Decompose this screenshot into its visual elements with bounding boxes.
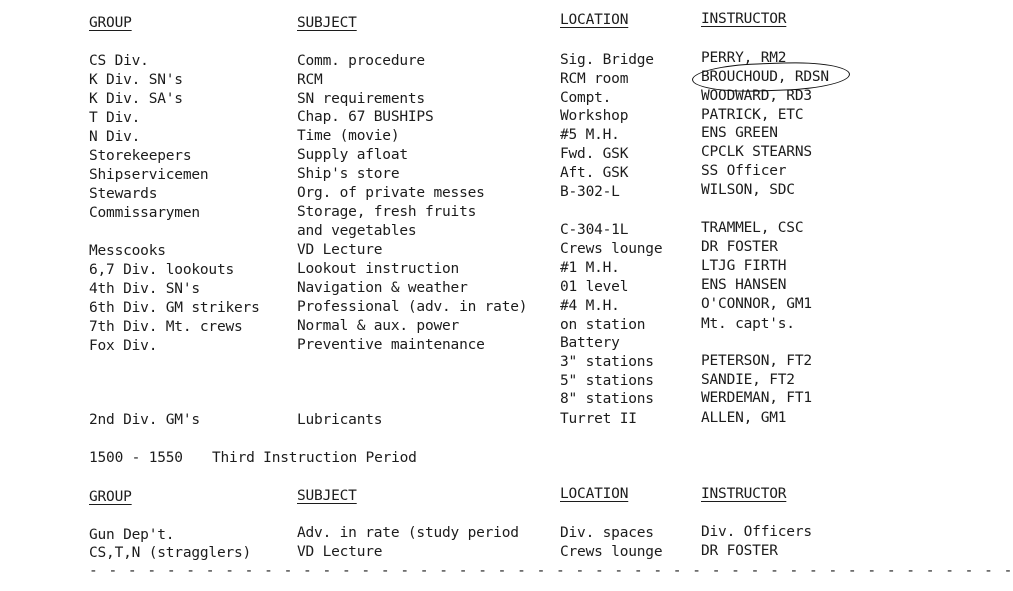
subject-cell: VD Lecture xyxy=(297,544,383,560)
group-cell: 6th Div. GM strikers xyxy=(89,300,260,316)
location-cell: Div. spaces xyxy=(560,525,654,541)
subject-cell: Supply afloat xyxy=(297,147,408,163)
instructor-cell: DR FOSTER xyxy=(701,543,778,559)
group-cell: CS,T,N (stragglers) xyxy=(89,545,252,561)
group-cell: N Div. xyxy=(89,129,141,145)
location-cell: Compt. xyxy=(560,90,612,106)
subject-cell: Comm. procedure xyxy=(297,53,425,69)
header-location: LOCATION xyxy=(560,12,629,28)
header-instructor-2: INSTRUCTOR xyxy=(701,486,787,502)
instructor-cell: BROUCHOUD, RDSN xyxy=(701,69,829,85)
subject-cell: Chap. 67 BUSHIPS xyxy=(297,109,434,125)
header-subject: SUBJECT xyxy=(297,15,357,31)
group-cell: K Div. SA's xyxy=(89,91,183,107)
subject-cell: SN requirements xyxy=(297,91,425,107)
subject-cell: Ship's store xyxy=(297,166,400,182)
instructor-cell: ALLEN, GM1 xyxy=(701,410,787,426)
location-cell: 01 level xyxy=(560,279,629,295)
period-time: 1500 - 1550 xyxy=(89,450,183,466)
group-cell: 6,7 Div. lookouts xyxy=(89,262,235,278)
instructor-cell: O'CONNOR, GM1 xyxy=(701,296,812,312)
location-cell: #1 M.H. xyxy=(560,260,620,276)
group-cell: 7th Div. Mt. crews xyxy=(89,319,243,335)
group-cell: Messcooks xyxy=(89,243,166,259)
period-title: Third Instruction Period xyxy=(212,450,417,466)
group-cell: Commissarymen xyxy=(89,205,200,221)
subject-cell: Professional (adv. in rate) xyxy=(297,299,528,315)
location-cell: B-302-L xyxy=(560,184,620,200)
instructor-cell: WILSON, SDC xyxy=(701,182,795,198)
group-cell: 4th Div. SN's xyxy=(89,281,200,297)
instructor-cell: SS Officer xyxy=(701,163,787,179)
instructor-cell: PERRY, RM2 xyxy=(701,50,787,66)
subject-cell: Normal & aux. power xyxy=(297,318,460,334)
instructor-cell: ENS HANSEN xyxy=(701,277,787,293)
header-location-2: LOCATION xyxy=(560,486,629,502)
instructor-cell: WERDEMAN, FT1 xyxy=(701,390,812,406)
subject-cell: Lookout instruction xyxy=(297,261,460,277)
location-cell: 5" stations xyxy=(560,373,654,389)
group-cell: Stewards xyxy=(89,186,158,202)
location-cell: Sig. Bridge xyxy=(560,52,654,68)
subject-cell: Adv. in rate (study period xyxy=(297,525,519,541)
instructor-cell: SANDIE, FT2 xyxy=(701,372,795,388)
subject-cell: Time (movie) xyxy=(297,128,400,144)
location-cell: Turret II xyxy=(560,411,637,427)
subject-cell: Navigation & weather xyxy=(297,280,468,296)
subject-cell: VD Lecture xyxy=(297,242,383,258)
location-cell: #4 M.H. xyxy=(560,298,620,314)
group-cell: 2nd Div. GM's xyxy=(89,412,200,428)
location-cell: on station xyxy=(560,317,646,333)
instructor-cell: PETERSON, FT2 xyxy=(701,353,812,369)
header-subject-2: SUBJECT xyxy=(297,488,357,504)
instructor-cell: ENS GREEN xyxy=(701,125,778,141)
location-cell: Aft. GSK xyxy=(560,165,629,181)
instructor-cell: LTJG FIRTH xyxy=(701,258,787,274)
location-cell: Workshop xyxy=(560,108,629,124)
location-cell: C-304-1L xyxy=(560,222,629,238)
subject-cell: Org. of private messes xyxy=(297,185,485,201)
group-cell: T Div. xyxy=(89,110,141,126)
subject-cell: Storage, fresh fruits xyxy=(297,204,477,220)
dashed-separator: - - - - - - - - - - - - - - - - - - - - - - - - - - - - - - - - - - - - - - - - - - - - - - - - xyxy=(89,563,1013,579)
group-cell: Gun Dep't. xyxy=(89,527,175,543)
instructor-cell: CPCLK STEARNS xyxy=(701,144,812,160)
location-cell: Crews lounge xyxy=(560,241,663,257)
instructor-cell: Mt. capt's. xyxy=(701,316,795,332)
location-cell: Fwd. GSK xyxy=(560,146,629,162)
subject-cell: Preventive maintenance xyxy=(297,337,485,353)
header-group-2: GROUP xyxy=(89,489,132,505)
subject-cell: Lubricants xyxy=(297,412,383,428)
instructor-cell: DR FOSTER xyxy=(701,239,778,255)
instructor-cell: WOODWARD, RD3 xyxy=(701,88,812,104)
group-cell: Fox Div. xyxy=(89,338,158,354)
subject-cell: RCM xyxy=(297,72,323,88)
location-cell: Battery xyxy=(560,335,620,351)
location-cell: #5 M.H. xyxy=(560,127,620,143)
instructor-cell: TRAMMEL, CSC xyxy=(701,220,804,236)
group-cell: CS Div. xyxy=(89,53,149,69)
location-cell: 3" stations xyxy=(560,354,654,370)
header-group: GROUP xyxy=(89,15,132,31)
group-cell: K Div. SN's xyxy=(89,72,183,88)
group-cell: Storekeepers xyxy=(89,148,192,164)
subject-cell: and vegetables xyxy=(297,223,417,239)
location-cell: 8" stations xyxy=(560,391,654,407)
header-instructor: INSTRUCTOR xyxy=(701,11,787,27)
instructor-cell: Div. Officers xyxy=(701,524,812,540)
instructor-cell: PATRICK, ETC xyxy=(701,107,804,123)
location-cell: Crews lounge xyxy=(560,544,663,560)
group-cell: Shipservicemen xyxy=(89,167,209,183)
location-cell: RCM room xyxy=(560,71,629,87)
